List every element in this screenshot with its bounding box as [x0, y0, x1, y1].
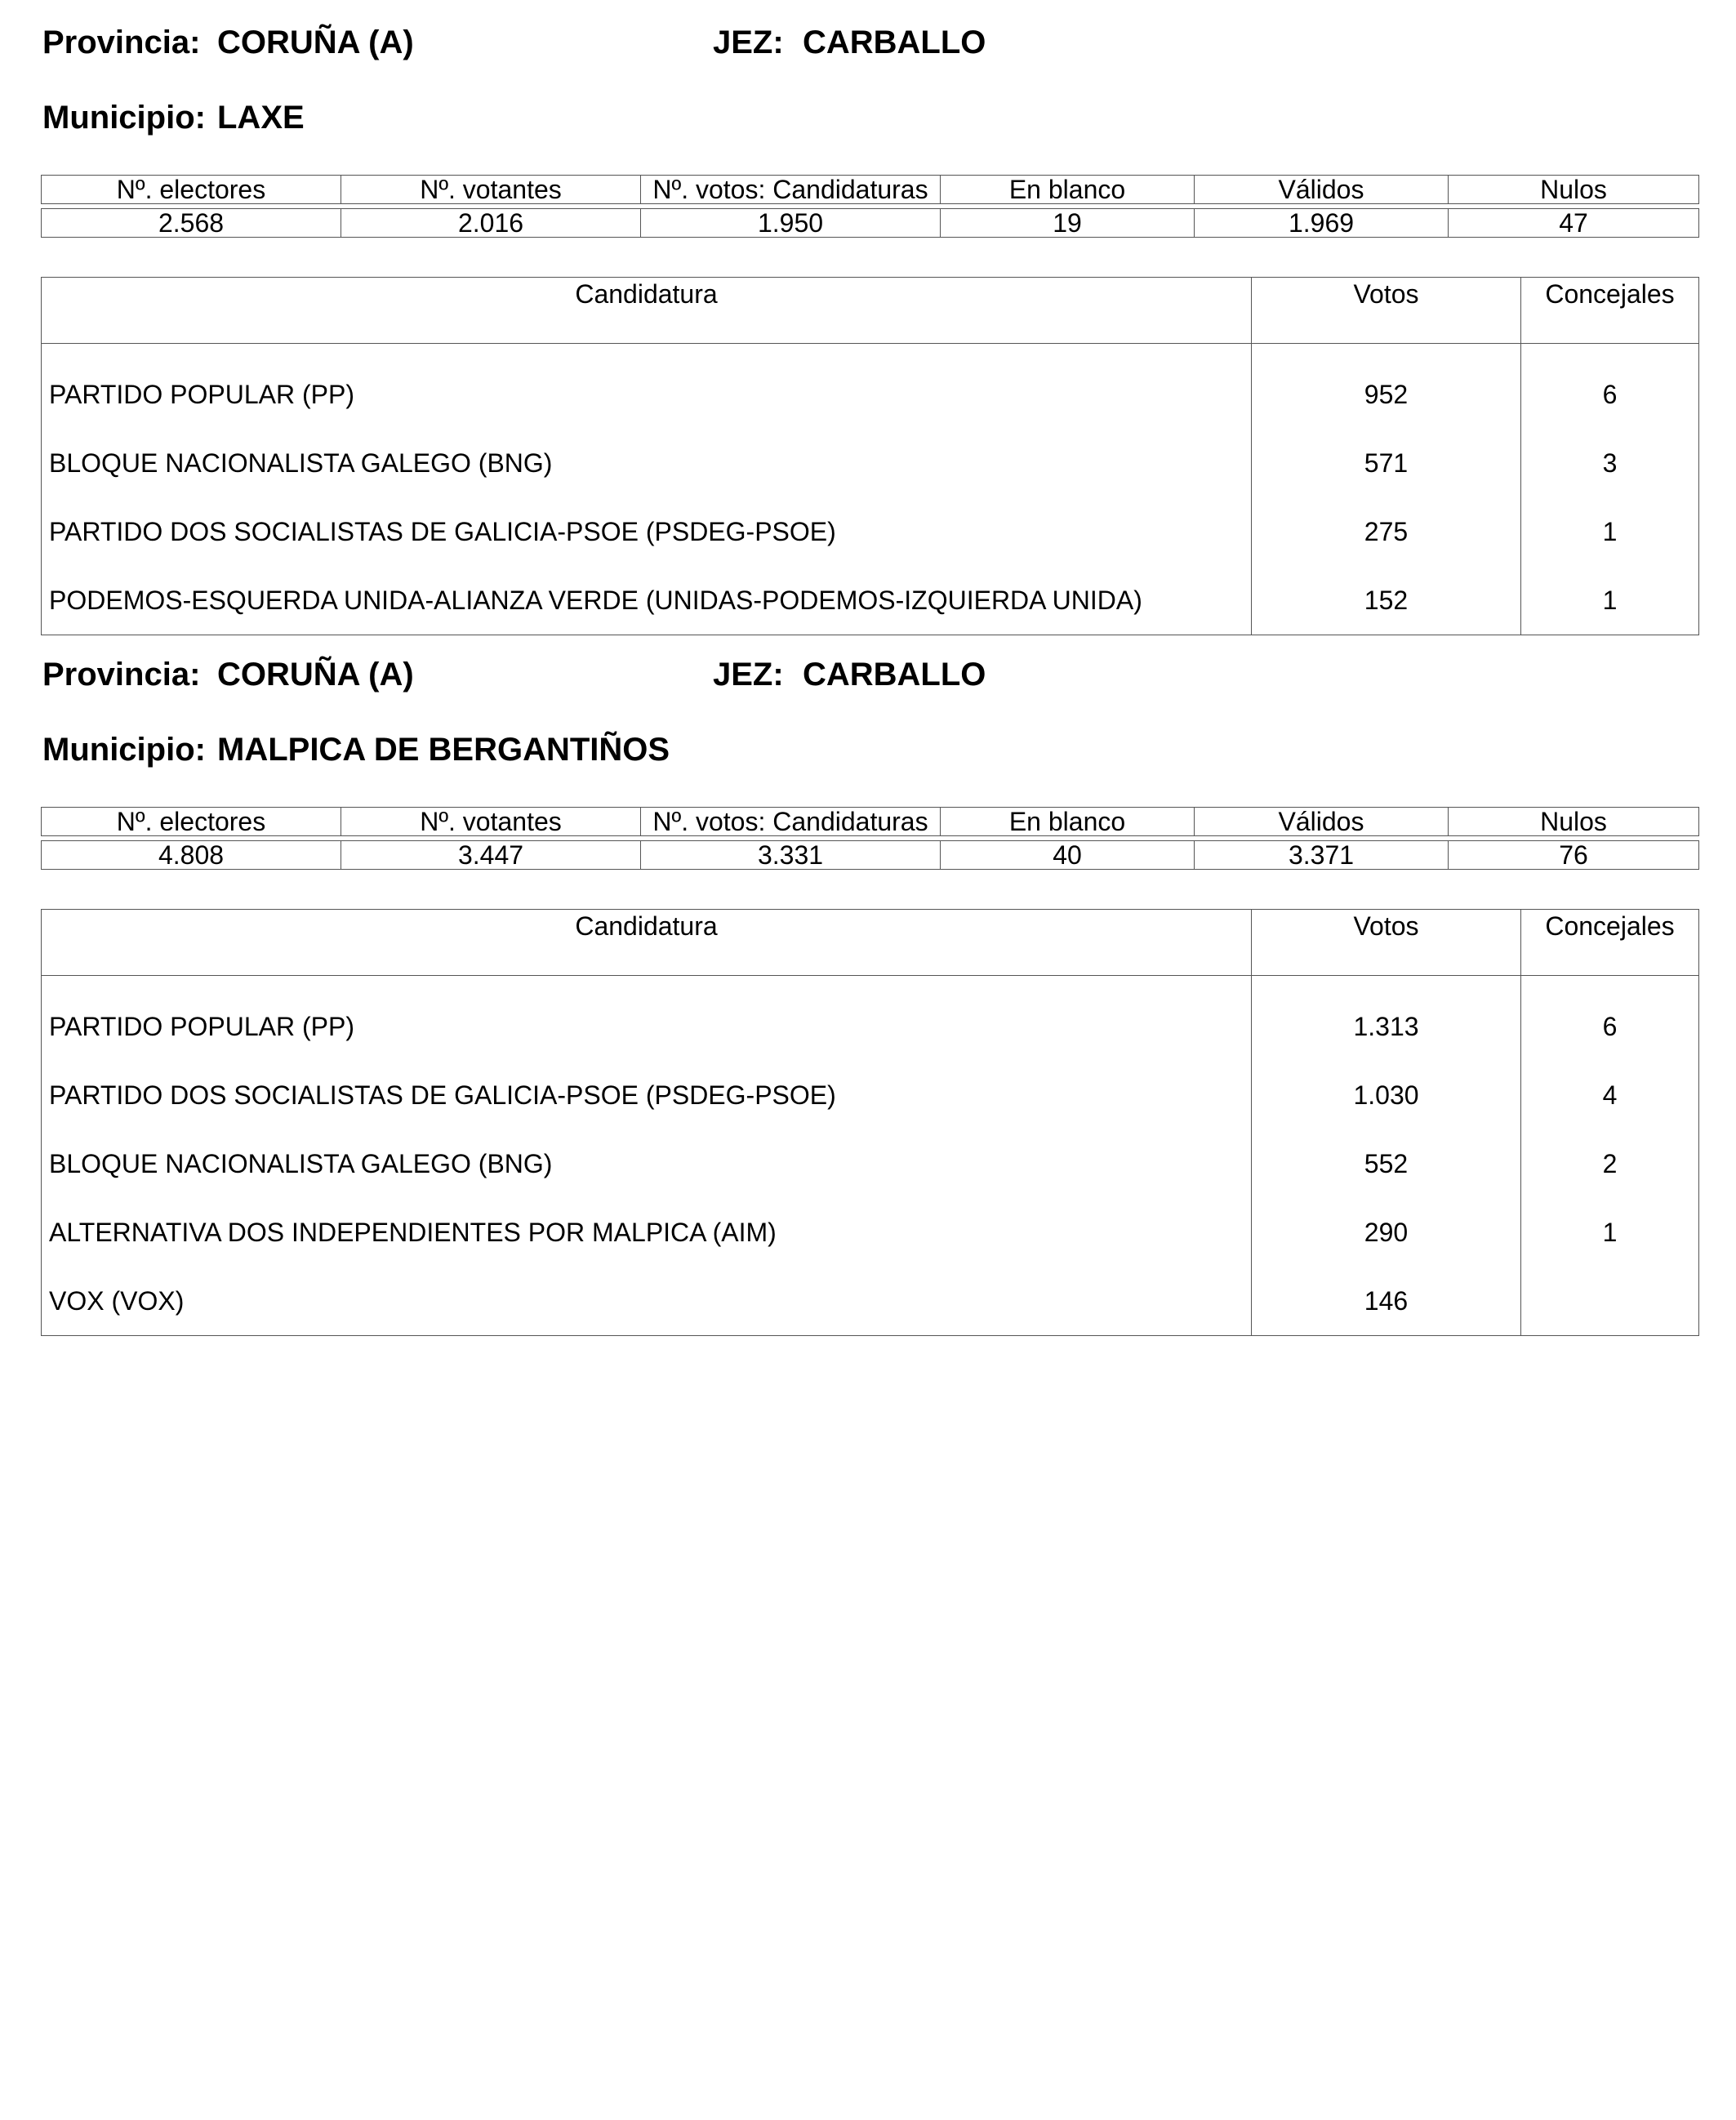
header-validos: Válidos	[1195, 176, 1449, 204]
summary-value-row	[42, 209, 1699, 238]
provincia-label: Provincia:	[42, 24, 201, 60]
province-line	[41, 24, 1698, 73]
candidate-row	[42, 1129, 1699, 1198]
candidate-name: VOX (VOX)	[42, 1267, 1252, 1336]
summary-value-row	[42, 841, 1699, 870]
value-votantes: 2.016	[341, 209, 641, 238]
candidate-row	[42, 976, 1699, 1062]
header-votos-candidaturas: Nº. votos: Candidaturas	[641, 176, 941, 204]
summary-table	[41, 175, 1699, 238]
municipio-line	[41, 732, 1698, 781]
candidate-name: BLOQUE NACIONALISTA GALEGO (BNG)	[42, 429, 1252, 497]
header-validos: Válidos	[1195, 808, 1449, 836]
province-line	[41, 657, 1698, 706]
candidate-votos: 152	[1252, 566, 1521, 635]
municipality-block-laxe	[41, 24, 1698, 635]
candidate-name: PARTIDO POPULAR (PP)	[42, 344, 1252, 430]
value-validos: 3.371	[1195, 841, 1449, 870]
jez-value: CARBALLO	[803, 657, 986, 693]
header-votos: Votos	[1252, 278, 1521, 344]
candidate-votos: 146	[1252, 1267, 1521, 1336]
header-votantes: Nº. votantes	[341, 176, 641, 204]
municipality-block-malpica	[41, 657, 1698, 1336]
candidate-concejales: 3	[1521, 429, 1699, 497]
municipio-line	[41, 100, 1698, 149]
candidate-row	[42, 566, 1699, 635]
jez-label: JEZ:	[713, 24, 784, 60]
candidate-concejales: 2	[1521, 1129, 1699, 1198]
candidate-concejales	[1521, 1267, 1699, 1336]
candidate-votos: 952	[1252, 344, 1521, 430]
header-concejales: Concejales	[1521, 278, 1699, 344]
value-electores: 2.568	[42, 209, 341, 238]
value-en-blanco: 19	[941, 209, 1195, 238]
provincia-label: Provincia:	[42, 657, 201, 693]
candidate-votos: 571	[1252, 429, 1521, 497]
candidate-name: PARTIDO DOS SOCIALISTAS DE GALICIA-PSOE (PSDEG-PSOE)	[42, 497, 1252, 566]
header-votantes: Nº. votantes	[341, 808, 641, 836]
candidate-votos: 552	[1252, 1129, 1521, 1198]
value-votos-candidaturas: 3.331	[641, 841, 941, 870]
candidate-row	[42, 1061, 1699, 1129]
header-electores: Nº. electores	[42, 808, 341, 836]
summary-header-row	[42, 808, 1699, 836]
candidate-row	[42, 429, 1699, 497]
candidate-row	[42, 1198, 1699, 1267]
municipio-label: Municipio:	[42, 732, 206, 768]
candidate-concejales: 6	[1521, 976, 1699, 1062]
candidate-concejales: 4	[1521, 1061, 1699, 1129]
candidates-header-row	[42, 910, 1699, 976]
candidate-name: PARTIDO POPULAR (PP)	[42, 976, 1252, 1062]
header-en-blanco: En blanco	[941, 808, 1195, 836]
summary-header-row	[42, 176, 1699, 204]
candidate-concejales: 1	[1521, 566, 1699, 635]
header-nulos: Nulos	[1449, 176, 1699, 204]
candidate-votos: 1.313	[1252, 976, 1521, 1062]
header-votos: Votos	[1252, 910, 1521, 976]
header-candidatura: Candidatura	[42, 910, 1252, 976]
candidate-votos: 1.030	[1252, 1061, 1521, 1129]
candidate-votos: 290	[1252, 1198, 1521, 1267]
candidate-name: PARTIDO DOS SOCIALISTAS DE GALICIA-PSOE (PSDEG-PSOE)	[42, 1061, 1252, 1129]
candidate-concejales: 1	[1521, 497, 1699, 566]
value-votos-candidaturas: 1.950	[641, 209, 941, 238]
header-electores: Nº. electores	[42, 176, 341, 204]
jez-value: CARBALLO	[803, 24, 986, 60]
header-nulos: Nulos	[1449, 808, 1699, 836]
value-nulos: 76	[1449, 841, 1699, 870]
header-votos-candidaturas: Nº. votos: Candidaturas	[641, 808, 941, 836]
candidate-concejales: 1	[1521, 1198, 1699, 1267]
candidate-concejales: 6	[1521, 344, 1699, 430]
value-validos: 1.969	[1195, 209, 1449, 238]
candidate-row	[42, 497, 1699, 566]
candidate-name: BLOQUE NACIONALISTA GALEGO (BNG)	[42, 1129, 1252, 1198]
candidate-votos: 275	[1252, 497, 1521, 566]
candidates-header-row	[42, 278, 1699, 344]
candidates-table	[41, 909, 1699, 1336]
municipio-value: MALPICA DE BERGANTIÑOS	[217, 732, 670, 768]
candidate-name: ALTERNATIVA DOS INDEPENDIENTES POR MALPICA (AIM)	[42, 1198, 1252, 1267]
municipio-label: Municipio:	[42, 100, 206, 136]
header-en-blanco: En blanco	[941, 176, 1195, 204]
summary-table	[41, 807, 1699, 870]
header-candidatura: Candidatura	[42, 278, 1252, 344]
value-votantes: 3.447	[341, 841, 641, 870]
candidate-row	[42, 1267, 1699, 1336]
jez-label: JEZ:	[713, 657, 784, 693]
header-concejales: Concejales	[1521, 910, 1699, 976]
candidate-name: PODEMOS-ESQUERDA UNIDA-ALIANZA VERDE (UNIDAS-PODEMOS-IZQUIERDA UNIDA)	[42, 566, 1252, 635]
value-electores: 4.808	[42, 841, 341, 870]
provincia-value: CORUÑA (A)	[217, 24, 414, 60]
candidate-row	[42, 344, 1699, 430]
value-en-blanco: 40	[941, 841, 1195, 870]
candidates-table	[41, 277, 1699, 635]
provincia-value: CORUÑA (A)	[217, 657, 414, 693]
municipio-value: LAXE	[217, 100, 305, 136]
value-nulos: 47	[1449, 209, 1699, 238]
